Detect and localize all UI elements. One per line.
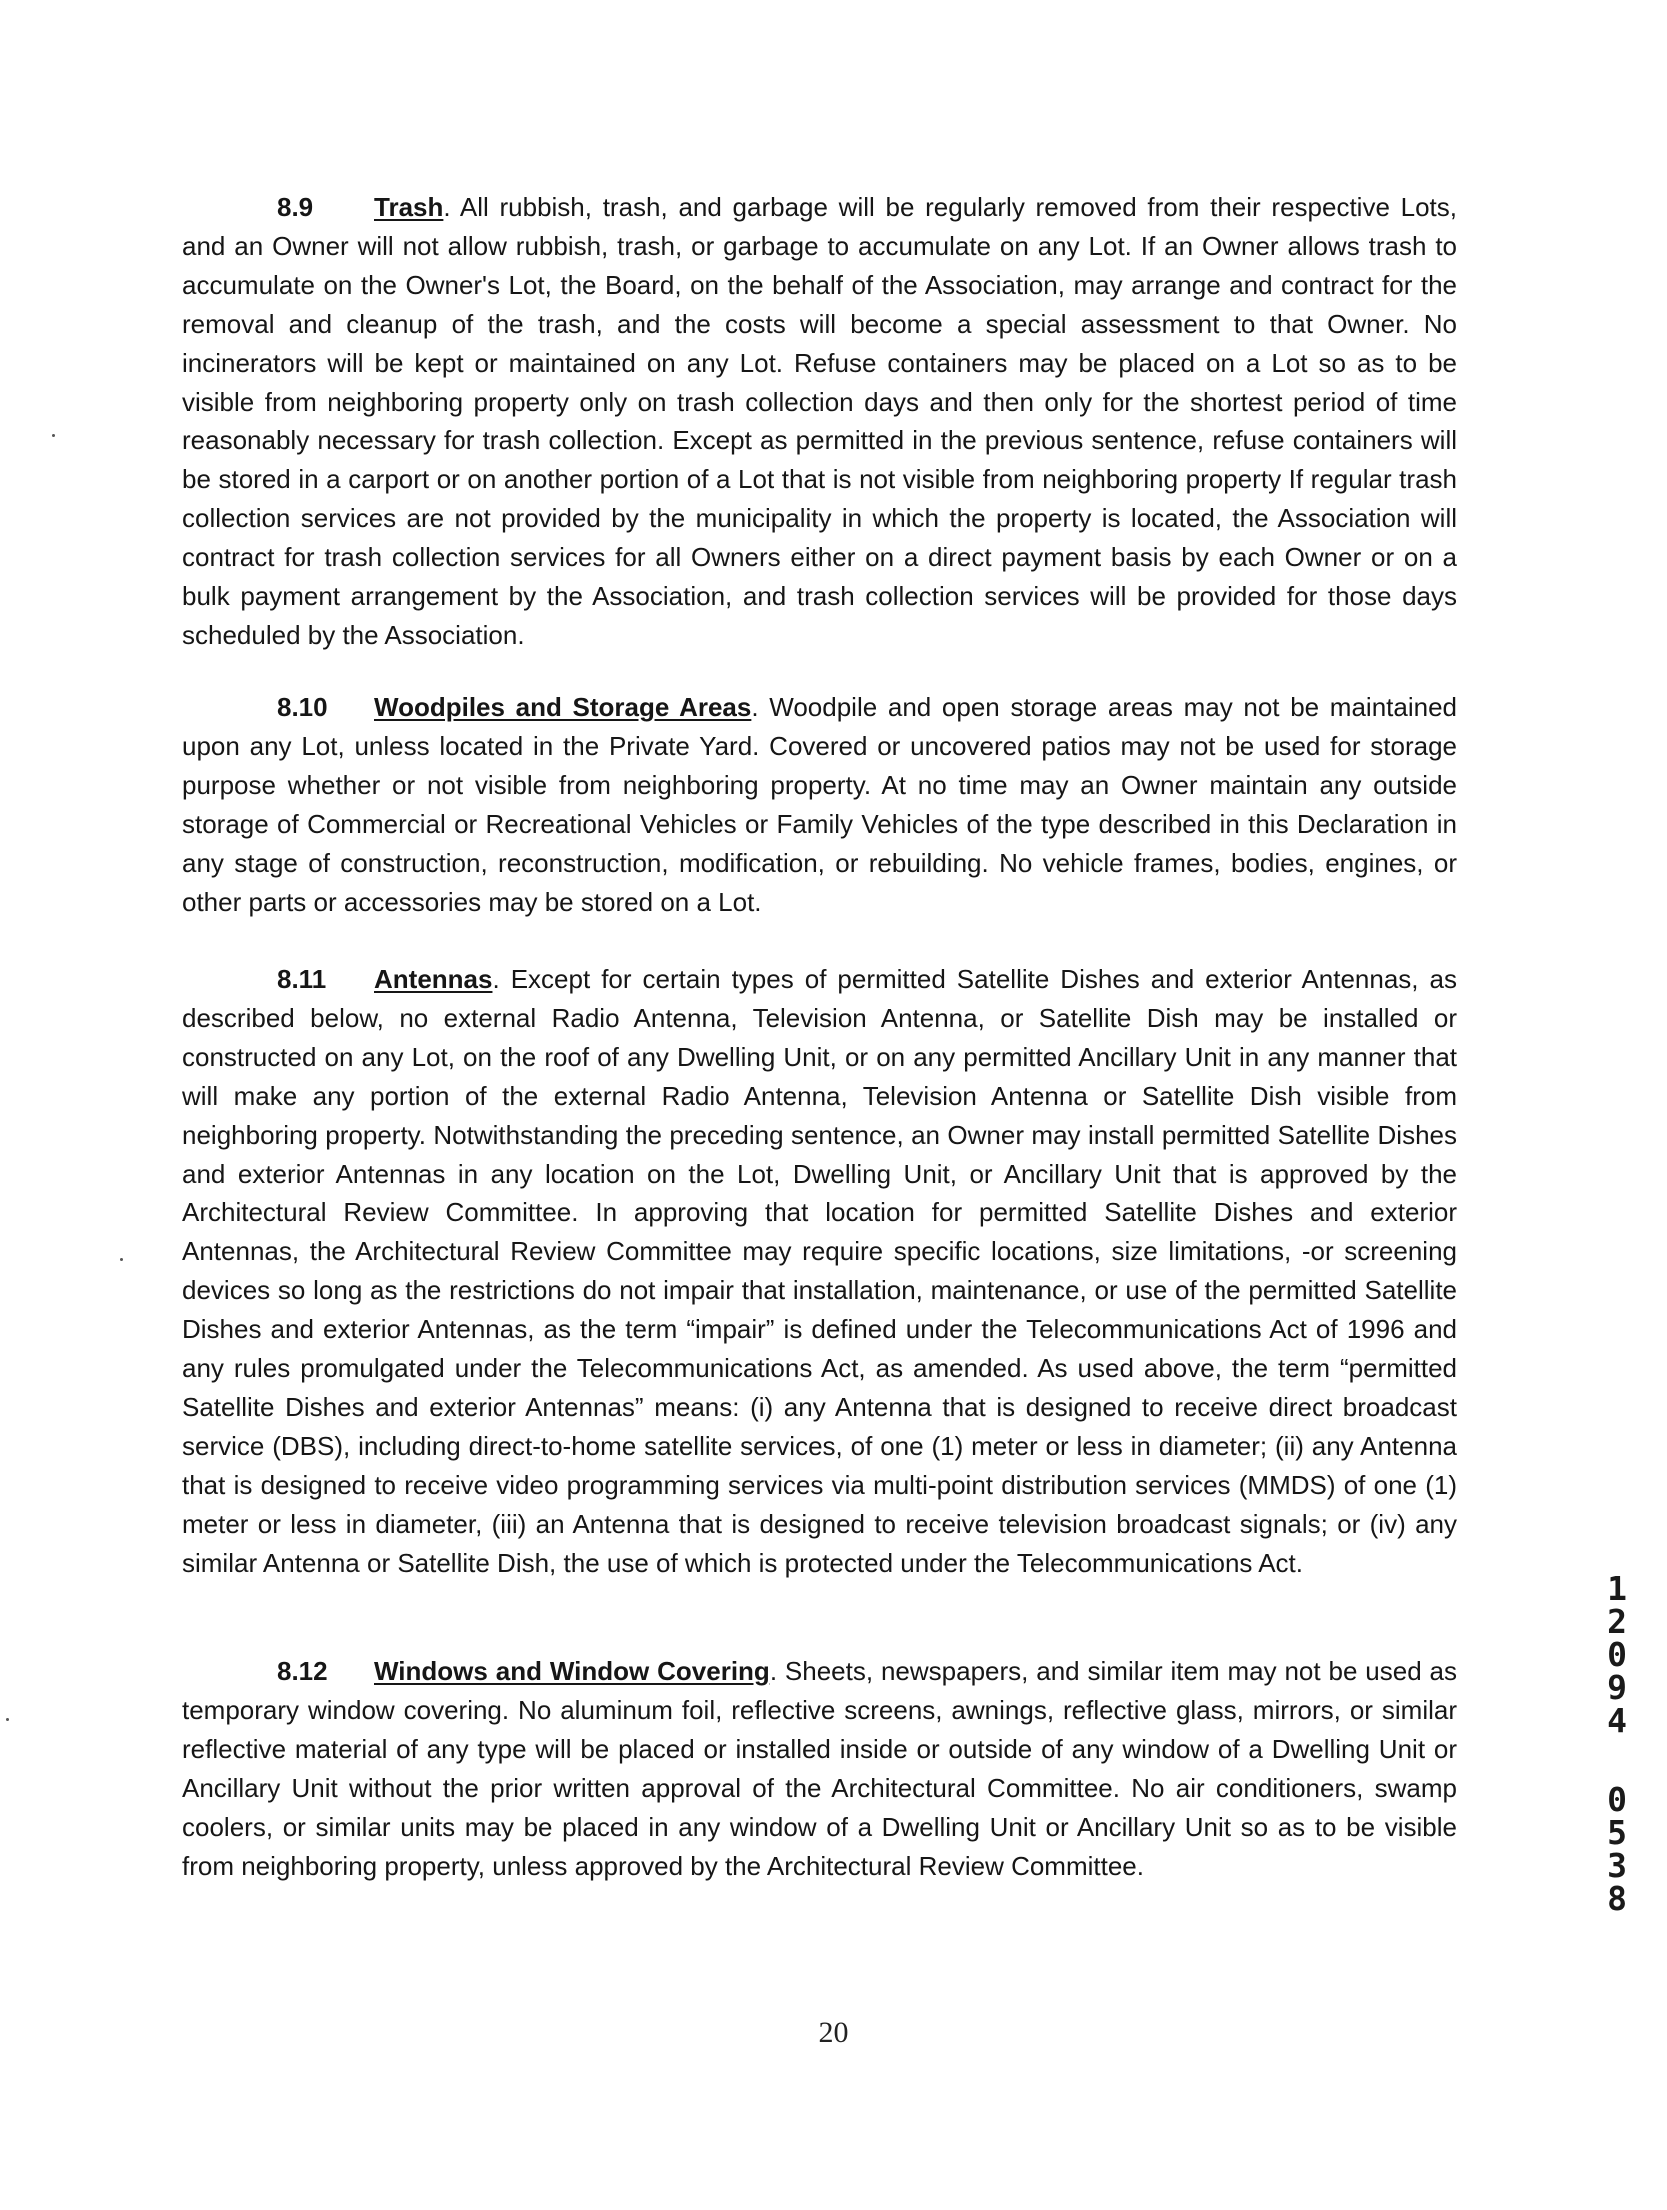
section-body: . Except for certain types of permitted Satellite Dishes and exterior Antennas, as described below, no external Radio Antenna, Television Antenna, or Satellite Dish may be installed or constructed on any Lot, on the roof of any Dwelling Unit, or on any permitted Ancillary Unit in any manner that will make any portion of the external Radio Antenna, Television Antenna or Satellite Dish visible from neighboring property. Notwithstanding the preceding sentence, an Owner may install permitted Satellite Dishes and exterior Antennas in any location on the Lot, Dwelling Unit, or Ancillary Unit that is approved by the Architectural Review Committee. In approving that location for permitted Satellite Dishes and exterior Antennas, the Architectural Review Committee may require specific locations, size limitations, -or screening devices so long as the restrictions do not impair that installation, maintenance, or use of the permitted Satellite Dishes and exterior Antennas, as the term “impair” is defined under the Telecommunications Act of 1996 and any rules promulgated under the Telecommunications Act, as amended. As used above, the term “permitted Satellite Dishes and exterior Antennas” means: (i) any Antenna that is designed to receive direct broadcast service (DBS), including direct-to-home satellite services, of one (1) meter or less in diameter; (ii) any Antenna that is designed to receive video programming services via multi-point distribution services (MMDS) of one (1) meter or less in diameter, (iii) an Antenna that is designed to receive television broadcast signals; or (iv) any similar Antenna or Satellite Dish, the use of which is protected under the Telecommunications Act. [182, 964, 1457, 1578]
stamp-digit: 4 [1607, 1701, 1627, 1740]
stamp-digit: 0 [1607, 1635, 1627, 1674]
section-heading: Antennas [374, 964, 493, 994]
section-number: 8.9 [277, 192, 314, 222]
scan-speck [6, 1718, 9, 1721]
section-heading: Woodpiles and Storage Areas [374, 692, 752, 722]
stamp-digit: 9 [1607, 1668, 1627, 1707]
scan-speck [52, 434, 55, 437]
stamp-digit: 1 [1607, 1569, 1627, 1608]
section-body: . All rubbish, trash, and garbage will be regularly removed from their respective Lots, and an Owner will not allow rubbish, trash, or garbage to accumulate on any Lot. If an Owner allows trash to accumulate on the Owner's Lot, the Board, on the behalf of the Association, may arrange and contract for the removal and cleanup of the trash, and the costs will become a special assessment to that Owner. No incinerators will be kept or maintained on any Lot. Refuse containers may be placed on a Lot so as to be visible from neighboring property only on trash collection days and then only for the shortest period of time reasonably necessary for trash collection. Except as permitted in the previous sentence, refuse containers will be stored in a carport or on another portion of a Lot that is not visible from neighboring property If regular trash collection services are not provided by the municipality in which the property is located, the Association will contract for trash collection services for all Owners either on a direct payment basis by each Owner or on a bulk payment arrangement by the Association, and trash collection services will be provided for those days scheduled by the Association. [182, 192, 1457, 650]
section-body: . Sheets, newspapers, and similar item may not be used as temporary window covering. No aluminum foil, reflective screens, awnings, reflective glass, mirrors, or similar reflective material of any type will be placed or installed inside or outside of any window of a Dwelling Unit or Ancillary Unit without the prior written approval of the Architectural Committee. No air conditioners, swamp coolers, or similar units may be placed in any window of a Dwelling Unit or Ancillary Unit so as to be visible from neighboring property, unless approved by the Architectural Review Committee. [182, 1656, 1457, 1881]
section-body: . Woodpile and open storage areas may not be maintained upon any Lot, unless located in the Private Yard. Covered or uncovered patios may not be used for storage purpose whether or not visible from neighboring property. At no time may an Owner maintain any outside storage of Commercial or Recreational Vehicles or Family Vehicles of the type described in this Declaration in any stage of construction, reconstruction, modification, or rebuilding. No vehicle frames, bodies, engines, or other parts or accessories may be stored on a Lot. [182, 692, 1457, 917]
stamp-digit: 5 [1607, 1813, 1627, 1852]
recording-stamp-top [1596, 1569, 1638, 1740]
section-8-10 [182, 688, 1457, 921]
section-number: 8.11 [277, 964, 327, 994]
section-heading: Trash [374, 192, 444, 222]
stamp-digit: 2 [1607, 1602, 1627, 1641]
scan-speck [120, 1258, 123, 1261]
stamp-digit: 3 [1607, 1846, 1627, 1885]
section-heading: Windows and Window Covering [374, 1656, 770, 1686]
section-number: 8.12 [277, 1656, 328, 1686]
stamp-digit: 0 [1607, 1780, 1627, 1819]
page-number: 20 [818, 2016, 849, 2049]
stamp-digit: 8 [1607, 1879, 1627, 1918]
section-8-9 [182, 188, 1457, 655]
recording-stamp-bottom [1596, 1780, 1638, 1918]
section-8-11 [182, 960, 1457, 1583]
section-8-12 [182, 1652, 1457, 1885]
section-number: 8.10 [277, 692, 328, 722]
